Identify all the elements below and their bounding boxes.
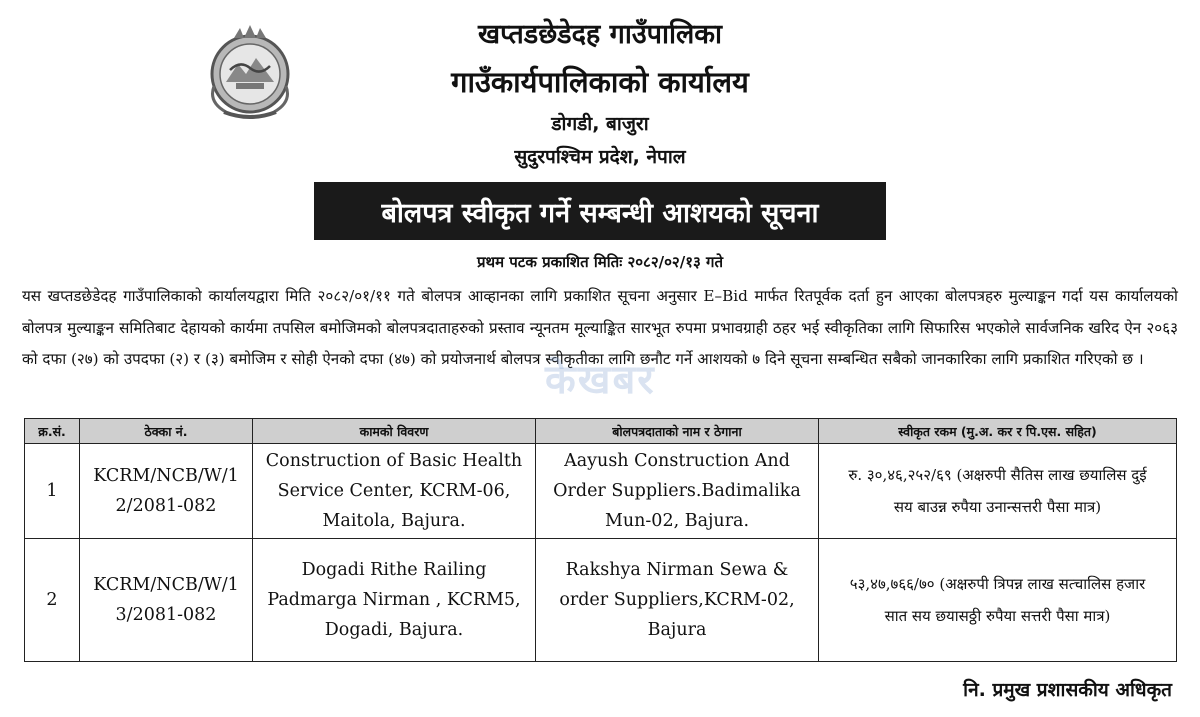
row-serial: 2 (25, 539, 80, 662)
notice-title: बोलपत्र स्वीकृत गर्ने सम्बन्धी आशयको सूचना (314, 182, 886, 240)
row-approved-amount: रु. ३०,४६,२५२/६९ (अक्षरुपी सैतिस लाख छयालिस दुई सय बाउन्न रुपैया उनान्सत्तरी पैसा मात्र) (819, 444, 1177, 539)
table-row (25, 539, 1177, 662)
office-address: डोगडी, बाजुरा (551, 113, 649, 135)
office-name: गाउँकार्यपालिकाको कार्यालय (451, 65, 749, 99)
signatory-title: नि. प्रमुख प्रशासकीय अधिकृत (963, 679, 1172, 701)
row-approved-amount: ५३,४७,७६६/७० (अक्षरुपी त्रिपन्न लाख सत्चालिस हजार सात सय छयासठ्ठी रुपैया सत्तरी पैसा मात्र) (819, 539, 1177, 662)
row-contract-no: KCRM/NCB/W/12/2081-082 (80, 444, 253, 539)
published-date: प्रथम पटक प्रकाशित मितिः २०८२/०२/१३ गते (476, 253, 724, 271)
row-bidder: Aayush Construction And Order Suppliers.Badimalika Mun-02, Bajura. (536, 444, 819, 539)
contract-table (24, 418, 1177, 662)
header-bidder: बोलपत्रदाताको नाम र ठेगाना (536, 419, 819, 444)
row-serial: 1 (25, 444, 80, 539)
table-header-row (25, 419, 1177, 444)
row-contract-no: KCRM/NCB/W/13/2081-082 (80, 539, 253, 662)
row-bidder: Rakshya Nirman Sewa & order Suppliers,KCRM-02, Bajura (536, 539, 819, 662)
table-row (25, 444, 1177, 539)
municipality-name: खप्तडछेडेदह गाउँपालिका (477, 19, 723, 50)
header-work-description: कामको विवरण (253, 419, 536, 444)
row-work-description: Construction of Basic Health Service Center, KCRM-06, Maitola, Bajura. (253, 444, 536, 539)
row-work-description: Dogadi Rithe Railing Padmarga Nirman , KCRM5, Dogadi, Bajura. (253, 539, 536, 662)
notice-body: यस खप्तडछेडेदह गाउँपालिकाको कार्यालयद्वारा मिति २०८२/०१/११ गते बोलपत्र आव्हानका लागि प्रकाशित सूचना अनुसार E–Bid मार्फत रितपूर्वक दर्ता हुन आएका बोलपत्रहरु मुल्याङ्कन गर्दा यस कार्यालयको बोलपत्र मुल्याङ्कन समितिबाट देहायको कार्यमा तपसिल बमोजिमको बोलपत्रदाताहरुको प्रस्ताव न्यूनतम मूल्याङ्कित सारभूत रुपमा प्रभावग्राही ठहर भई स्वीकृतिका लागि सिफारिस भएकोले सार्वजनिक खरिद ऐन २०६३ को दफा (२७) को उपदफा (२) र (३) बमोजिम र सोही ऐनको दफा (४७) को प्रयोजनार्थ बोलपत्र स्वीकृतीका लागि छनौट गर्ने आशयको ७ दिने सूचना सम्बन्धित सबैको जानकारिका लागि प्रकाशित गरिएको छ । (22, 287, 1178, 368)
header-approved-amount: स्वीकृत रकम (मु.अ. कर र पि.एस. सहित) (819, 419, 1177, 444)
header-contract-no: ठेक्का नं. (80, 419, 253, 444)
province-country: सुदुरपश्चिम प्रदेश, नेपाल (514, 146, 686, 168)
header-serial: क्र.सं. (25, 419, 80, 444)
watermark: केखबर (545, 357, 656, 403)
